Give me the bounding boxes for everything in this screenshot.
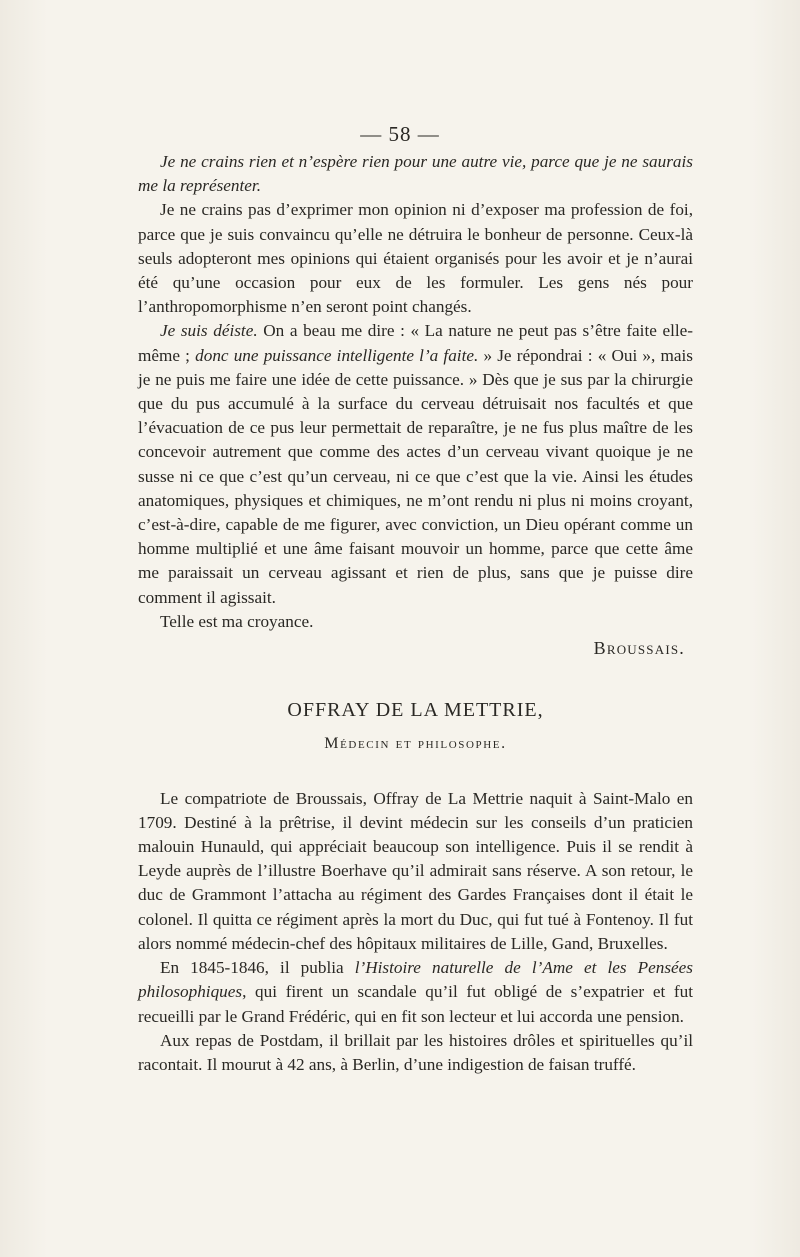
section-paragraph-3: Aux repas de Postdam, il brillait par les histoires drôles et spirituelles qu’il racontait. Il mourut à 42 ans, à Berlin, d’une indigestion de faisan truffé. [138, 1030, 693, 1074]
section-heading: OFFRAY DE LA METTRIE, [287, 699, 544, 722]
quote-p3-text-b: » Je répondrai : « Oui », mais je ne puis me faire une idée de cette puissance. » Dès que je sus par la chirurgie que du pus accumulé à la surface du cerveau détruisait nos facultés et que l’évacuation de ce pus leur permettait de reparaître, je ne fus plus maître de les concevoir autrement que comme des actes d’un cerveau vivant quoique je ne susse ni ce que c’est qu’un cerveau, ni ce que c’est que la vie. Ainsi les études anatomiques, physiques et chimiques, ne m’ont rendu ni plus ni moins croyant, c’est-à-dire, capable de me figurer, avec conviction, un Dieu opérant comme un homme multiplié et une âme faisant mouvoir un homme, parce que cette âme me paraissait un cerveau agissant et rien de plus, sans que je puisse dire comment il agissait. [138, 345, 693, 607]
quote-p3-italic-a: Je suis déiste. [160, 321, 258, 341]
quote-paragraph-2: Je ne crains pas d’exprimer mon opinion ni d’exposer ma profession de foi, parce que je suis convaincu qu’elle ne détruira le bonheur de personne. Ceux-là seuls adopteront mes opinions qui étaient organisés pour les avoir et je n’aurai été qu’une occasion pour eux de les formuler. Les gens nés pour l’anthropomorphisme n’en seront point changés. [138, 200, 693, 317]
quote-paragraph-1: Je ne crains rien et n’espère rien pour une autre vie, parce que je ne saurais me la représenter. [138, 152, 693, 196]
quote-p3-text-a: On a beau me dire : « La nature ne peut pas s’être faite elle-même ; [138, 321, 693, 365]
section-p2-text-a: En 1845-1846, il publia [160, 958, 355, 978]
page-number: — 58 — [360, 122, 440, 146]
section-paragraph-2 [138, 956, 693, 1029]
section-p2-italic: l’Histoire naturelle de l’Ame et les Pensées philosophiques [138, 958, 693, 1002]
section-paragraph-1: Le compatriote de Broussais, Offray de La Mettrie naquit à Saint-Malo en 1709. Destiné à la prêtrise, il devint médecin sur les conseils d’un praticien malouin Hunauld, qui appréciait beaucoup son intelligence. Puis il se rendit à Leyde auprès de l’illustre Boerhave qu’il admirait sans réserve. A son retour, le duc de Grammont l’attacha au régiment des Gardes Françaises dont il était le colonel. Il quitta ce régiment après la mort du Duc, qui fut tué à Fontenoy. Il fut alors nommé médecin-chef des hôpitaux militaires de Lille, Gand, Bruxelles. [138, 788, 693, 953]
quote-paragraph-3 [138, 319, 693, 609]
quote-p3-italic-b: donc une puissance intelligente l’a faite. [195, 345, 479, 365]
page-body [138, 150, 693, 1077]
section-subheading: Médecin et philosophe. [324, 735, 507, 753]
quote-signature: Broussais. [593, 638, 685, 659]
section-spacer [138, 757, 693, 787]
quote-paragraph-4: Telle est ma croyance. [160, 611, 314, 631]
section-p2-text-b: , qui firent un scandale qu’il fut obligé de s’expatrier et fut recueilli par le Grand Frédéric, qui en fit son lecteur et lui accorda une pension. [138, 982, 693, 1026]
